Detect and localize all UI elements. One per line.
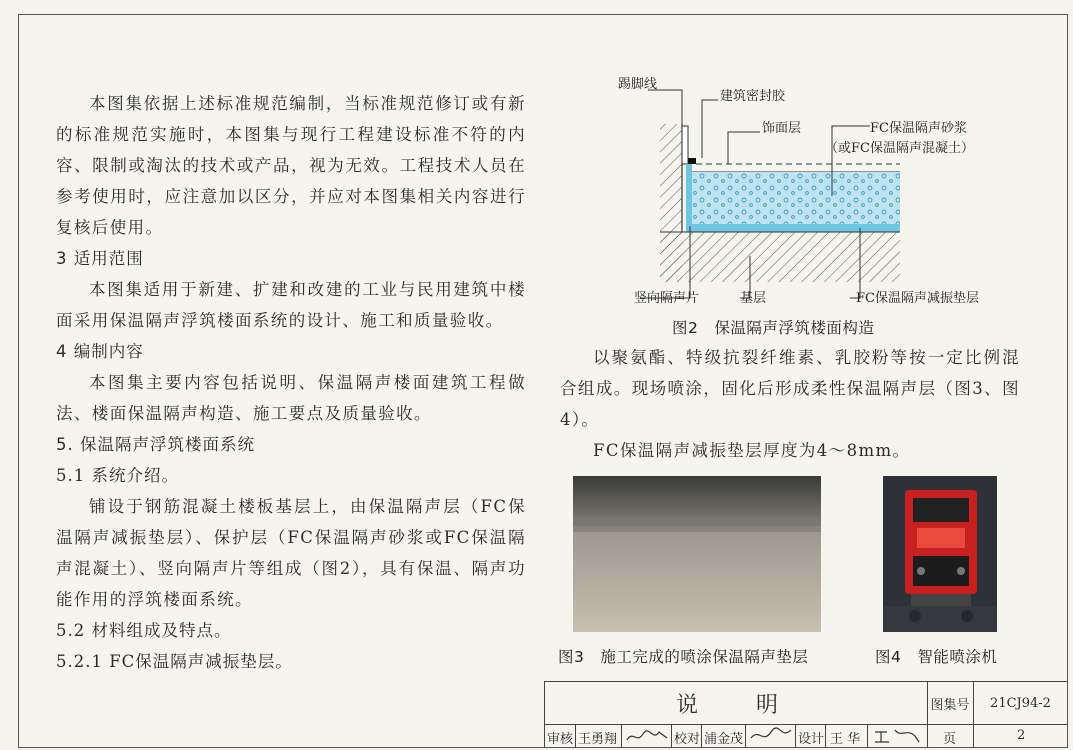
right-column-text xyxy=(560,342,1020,466)
fig3-caption: 图3 施工完成的喷涂保温隔声垫层 xyxy=(558,648,809,666)
material-description: 以聚氨酯、特级抗裂纤维素、乳胶粉等按一定比例混合组成。现场喷涂，固化后形成柔性保温隔声层（图3、图4）。 xyxy=(560,348,1020,429)
label-concrete: （或FC保温隔声混凝土） xyxy=(825,141,974,156)
skirting xyxy=(682,126,688,164)
spray-machine-photo xyxy=(883,476,997,632)
intro-paragraph: 本图集依据上述标准规范编制，当标准规范修订或有新的标准规范实施时，本图集与现行工程建设标准不符的内容、限制或淘汰的技术或产品，视为无效。工程技术人员在参考使用时，应注意加以区分，并应对本图集相关内容进行复核后使用。 xyxy=(56,94,526,237)
section-3-text: 本图集适用于新建、扩建和改建的工业与民用建筑中楼面采用保温隔声浮筑楼面系统的设计、施工和质量验收。 xyxy=(56,280,526,330)
base-slab xyxy=(660,232,900,282)
atlas-label: 图集号 xyxy=(927,682,974,724)
section-5-1-heading: 5.1 系统介绍。 xyxy=(56,466,179,485)
label-vertical: 竖向隔声片 xyxy=(634,291,700,306)
section-5-2-1-heading: 5.2.1 FC保温隔声减振垫层。 xyxy=(56,652,293,671)
section-5-1-text: 铺设于钢筋混凝土楼板基层上，由保温隔声层（FC保温隔声减振垫层）、保护层（FC保温隔声砂浆或FC保温隔声混凝土）、竖向隔声片等组成（图2），具有保温、隔声功能作用的浮筑楼面系统。 xyxy=(56,497,526,609)
vertical-strip xyxy=(686,164,692,232)
label-base: 基层 xyxy=(740,291,767,306)
label-finish: 饰面层 xyxy=(762,121,802,136)
reviewer-name: 王勇翔 xyxy=(578,732,618,747)
designer-signature xyxy=(871,726,923,746)
label-pad: FC保温隔声减振垫层 xyxy=(856,291,979,306)
designer-name: 王 华 xyxy=(830,732,861,747)
page-number: 2 xyxy=(1017,728,1026,743)
label-skirting: 踢脚线 xyxy=(618,77,658,92)
review-label: 审核 xyxy=(547,732,574,747)
fig2-caption: 图2 保温隔声浮筑楼面构造 xyxy=(672,319,875,337)
sealant xyxy=(688,158,696,164)
pad-thickness: FC保温隔声减振垫层厚度为4～8mm。 xyxy=(593,441,911,460)
section-3-heading: 3 适用范围 xyxy=(56,249,144,268)
sprayed-floor-photo xyxy=(573,476,821,632)
section-4-text: 本图集主要内容包括说明、保温隔声楼面建筑工程做法、楼面保温隔声构造、施工要点及质量验收。 xyxy=(56,373,526,423)
checker-name: 浦金茂 xyxy=(704,732,744,747)
label-mortar: FC保温隔声砂浆 xyxy=(870,121,967,136)
pad-layer xyxy=(686,224,900,232)
section-5-2-heading: 5.2 材料组成及特点。 xyxy=(56,621,232,640)
floor-construction-diagram xyxy=(600,76,1010,316)
design-label: 设计 xyxy=(798,732,825,747)
fig4-caption: 图4 智能喷涂机 xyxy=(875,648,998,666)
atlas-number: 21CJ94-2 xyxy=(990,695,1051,711)
sheet-title: 说 明 xyxy=(545,682,928,724)
label-sealant: 建筑密封胶 xyxy=(720,89,786,104)
checker-signature xyxy=(749,726,793,746)
page-label: 页 xyxy=(943,732,957,747)
reviewer-signature xyxy=(625,726,669,746)
section-4-heading: 4 编制内容 xyxy=(56,342,144,361)
title-block xyxy=(544,681,1068,748)
check-label: 校对 xyxy=(674,732,701,747)
section-5-heading: 5. 保温隔声浮筑楼面系统 xyxy=(56,435,255,454)
left-column xyxy=(56,88,526,677)
